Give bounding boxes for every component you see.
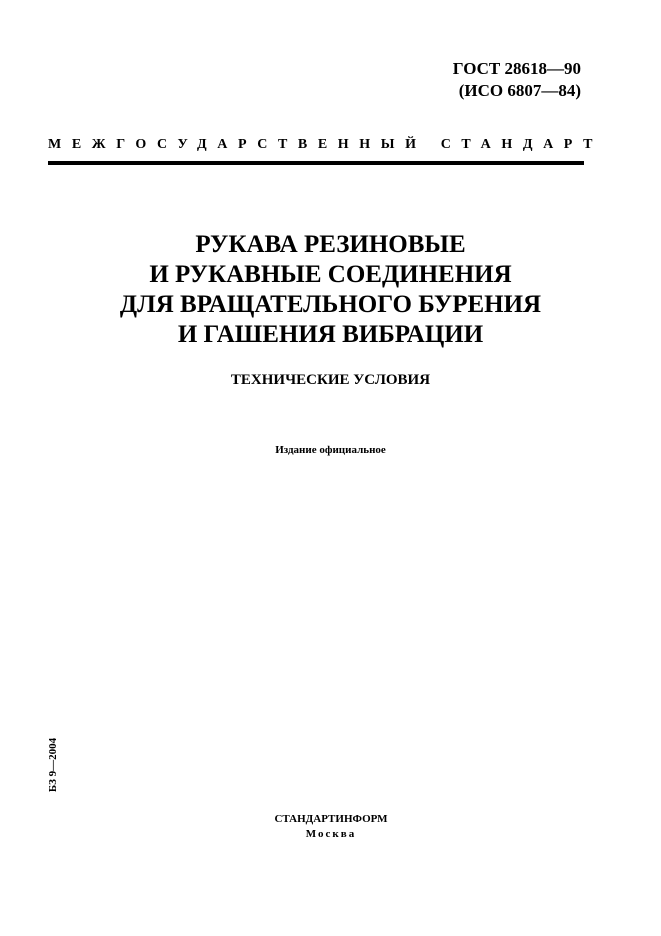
edition-note: Издание официальное <box>275 444 386 456</box>
side-code-text: БЗ 9—2004 <box>47 737 59 793</box>
title-line: РУКАВА РЕЗИНОВЫЕ <box>195 231 466 258</box>
document-codes <box>453 58 581 102</box>
document-title <box>60 230 601 350</box>
iso-code: (ИСО 6807—84) <box>458 81 581 100</box>
title-line: И РУКАВНЫЕ СОЕДИНЕНИЯ <box>149 261 512 288</box>
document-subtitle: ТЕХНИЧЕСКИЕ УСЛОВИЯ <box>230 372 431 388</box>
title-line: И ГАШЕНИЯ ВИБРАЦИИ <box>177 321 484 348</box>
heading-divider <box>48 161 584 165</box>
standard-type-heading: МЕЖГОСУДАРСТВЕННЫЙ СТАНДАРТ <box>48 137 604 152</box>
gost-code: ГОСТ 28618—90 <box>452 59 581 78</box>
publisher-block <box>200 812 462 842</box>
side-code <box>46 737 60 793</box>
publisher-city: Москва <box>305 828 357 840</box>
title-line: ДЛЯ ВРАЩАТЕЛЬНОГО БУРЕНИЯ <box>119 291 542 318</box>
publisher-name: СТАНДАРТИНФОРМ <box>274 813 388 825</box>
